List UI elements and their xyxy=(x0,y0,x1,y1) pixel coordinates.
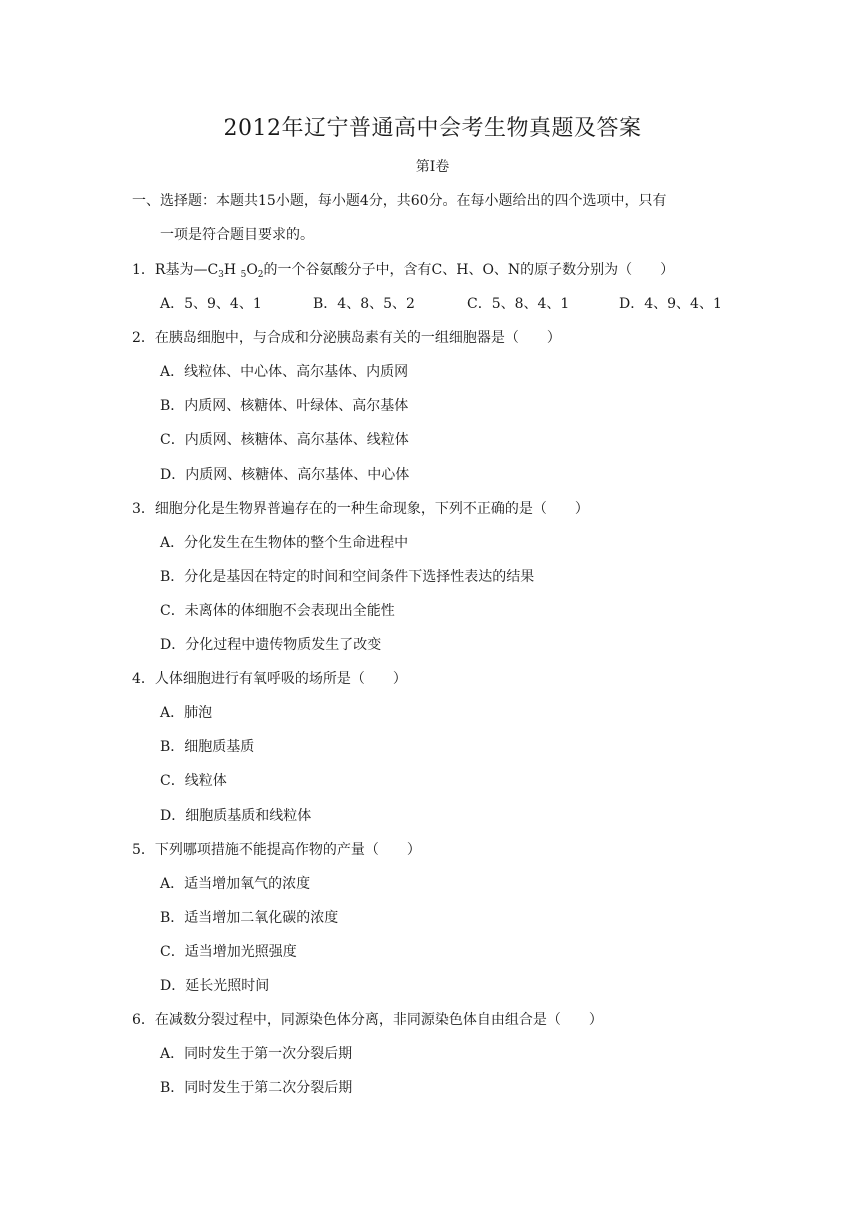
question-1-option-a: A．5、9、4、1 xyxy=(160,296,262,312)
question-6-option-a: A．同时发生于第一次分裂后期 xyxy=(160,1046,353,1062)
question-4-stem: 4．人体细胞进行有氧呼吸的场所是（ ） xyxy=(132,671,407,687)
question-5-option-b: B．适当增加二氧化碳的浓度 xyxy=(160,910,339,926)
question-4-option-d: D．细胞质基质和线粒体 xyxy=(160,808,312,824)
question-4-option-c: C．线粒体 xyxy=(160,773,227,789)
question-5-option-c: C．适当增加光照强度 xyxy=(160,944,297,960)
question-5-option-a: A．适当增加氧气的浓度 xyxy=(160,876,311,892)
question-2-option-a: A．线粒体、中心体、高尔基体、内质网 xyxy=(160,364,409,380)
question-4-option-b: B．细胞质基质 xyxy=(160,739,255,755)
question-3-option-b: B．分化是基因在特定的时间和空间条件下选择性表达的结果 xyxy=(160,569,535,585)
section-heading-continued: 一项是符合题目要求的。 xyxy=(160,227,314,243)
document-title: 2012年辽宁普通高中会考生物真题及答案 xyxy=(223,116,642,141)
question-3-option-d: D．分化过程中遗传物质发生了改变 xyxy=(160,637,382,653)
section-heading: 一、选择题：本题共15小题，每小题4分，共60分。在每小题给出的四个选项中，只有 xyxy=(132,193,667,209)
question-1-option-d: D．4、9、4、1 xyxy=(619,296,722,312)
question-5-option-d: D．延长光照时间 xyxy=(160,978,270,994)
question-1-option-c: C．5、8、4、1 xyxy=(467,296,570,312)
question-3-option-a: A．分化发生在生物体的整个生命进程中 xyxy=(160,535,409,551)
question-1-stem: 1．R基为$—C_3H$ $_5O_2$的一个谷氨酸分子中，含有C、H、O、N的原子数分别为（ ） xyxy=(132,262,675,280)
question-6-stem: 6．在减数分裂过程中，同源染色体分离，非同源染色体自由组合是（ ） xyxy=(132,1012,603,1028)
question-6-option-b: B．同时发生于第二次分裂后期 xyxy=(160,1080,353,1096)
question-1-option-b: B．4、8、5、2 xyxy=(313,296,415,312)
question-2-option-d: D．内质网、核糖体、高尔基体、中心体 xyxy=(160,467,410,483)
volume-label: 第Ⅰ卷 xyxy=(415,159,450,175)
question-3-option-c: C．未离体的体细胞不会表现出全能性 xyxy=(160,603,395,619)
question-3-stem: 3．细胞分化是生物界普遍存在的一种生命现象，下列不正确的是（ ） xyxy=(132,501,589,517)
question-2-option-c: C．内质网、核糖体、高尔基体、线粒体 xyxy=(160,432,409,448)
question-2-option-b: B．内质网、核糖体、叶绿体、高尔基体 xyxy=(160,398,409,414)
question-5-stem: 5．下列哪项措施不能提高作物的产量（ ） xyxy=(132,842,421,858)
question-4-option-a: A．肺泡 xyxy=(160,705,213,721)
question-2-stem: 2．在胰岛细胞中，与合成和分泌胰岛素有关的一组细胞器是（ ） xyxy=(132,330,561,346)
